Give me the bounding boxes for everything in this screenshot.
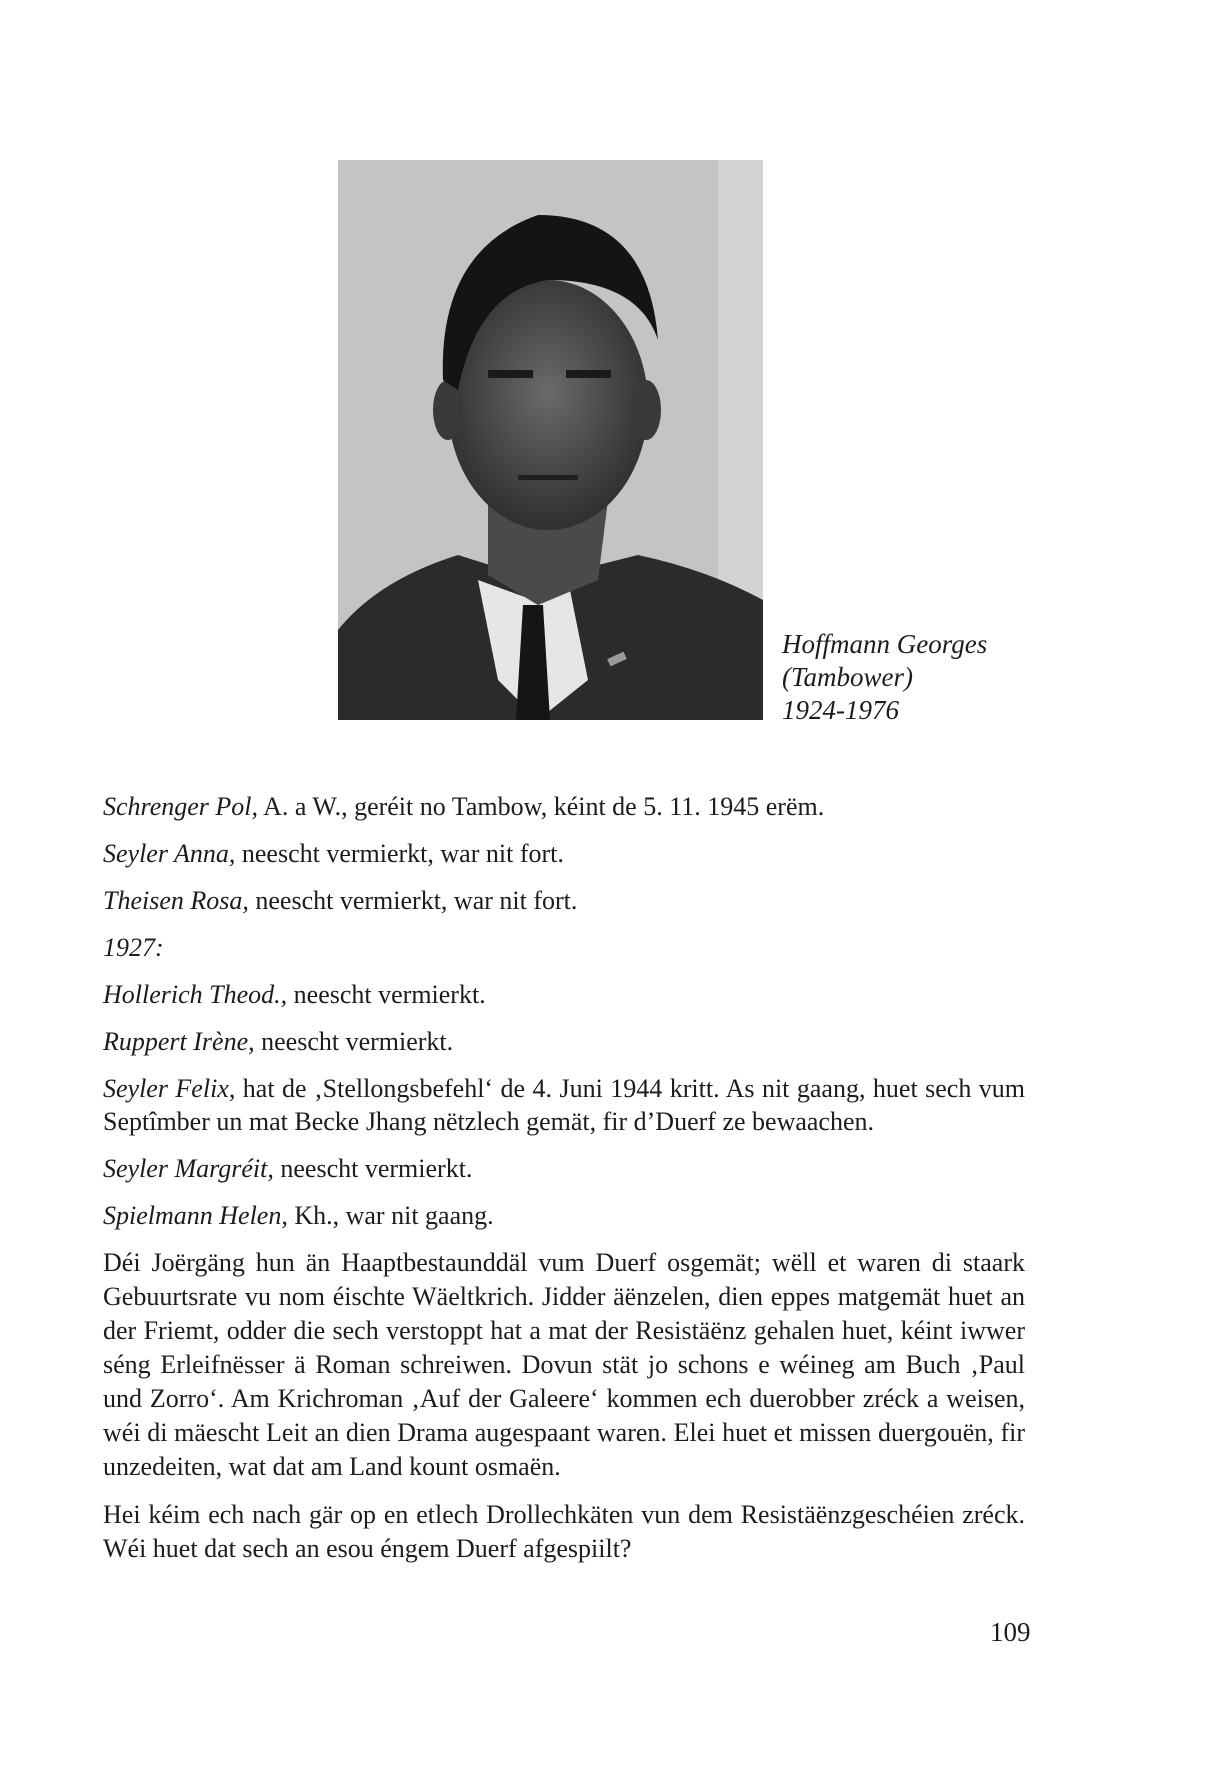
body-paragraph: Déi Joërgäng hun än Haaptbestaunddäl vum Duerf osgemät; wëll et waren di staark Gebuurtsrate vu nom éischte Wäeltkrich. Jidder äënzelen, dien eppes matgemät huet an der Friemt, odder die sech verstoppt hat a mat der Resistäënz gehalen huet, kéint iwwer séng Erleifnësser ä Roman schreiwen. Dovun stät jo schons e wéineg am Buch ‚Paul und Zorro‘. Am Krichroman ‚Auf der Galeere‘ kommen ech duerobber zréck a weisen, wéi di mäescht Leit an dien Drama augespaant waren. Elei huet et missen duergouën, fir unzedeiten, wat dat am Land kount osmaën.: [103, 1248, 1025, 1481]
entry-name: Spielmann Helen,: [103, 1201, 288, 1230]
caption-nickname: (Tambower): [782, 662, 914, 692]
entry: [103, 837, 1025, 870]
body-paragraph: Hei kéim ech nach gär op en etlech Drollechkäten vun dem Resistäënzgeschéien zréck. Wéi huet dat sech an esou éngem Duerf afgespiilt?: [103, 1500, 1025, 1563]
portrait-photo: [338, 160, 763, 720]
year-heading: 1927:: [103, 933, 164, 962]
entry: [103, 790, 1025, 823]
entry: [103, 1025, 1025, 1058]
portrait-illustration: [338, 160, 763, 720]
entry: [103, 884, 1025, 917]
entry: [103, 978, 1025, 1011]
entry: [103, 1072, 1025, 1138]
page-number: 109: [990, 1617, 1031, 1647]
entry-text: neescht vermierkt.: [254, 1027, 454, 1056]
entry-text: A. a W., geréit no Tambow, kéint de 5. 11. 1945 erëm.: [258, 792, 825, 821]
entry-name: Seyler Margréit,: [103, 1154, 274, 1183]
photo-caption: [782, 628, 987, 727]
entry-name: Seyler Anna,: [103, 839, 236, 868]
entry-name: Ruppert Irène,: [103, 1027, 255, 1056]
entry-text: neescht vermierkt, war nit fort.: [248, 886, 578, 915]
entry-text: neescht vermierkt.: [287, 980, 486, 1009]
entry-name: Seyler Felix,: [103, 1074, 236, 1103]
entry-text: neescht vermierkt, war nit fort.: [235, 839, 564, 868]
text-body: [103, 790, 1025, 1580]
caption-name: Hoffmann Georges: [782, 629, 988, 659]
entry-text: hat de ‚Stellongsbefehl‘ de 4. Juni 1944 kritt. As nit gaang, huet sech vum Septîmber un mat Becke Jhang nëtzlech gemät, fir d’Duerf ze bewaachen.: [103, 1074, 1026, 1136]
entry-name: Schrenger Pol,: [103, 792, 258, 821]
entry-name: Theisen Rosa,: [103, 886, 249, 915]
entry-text: Kh., war nit gaang.: [287, 1201, 494, 1230]
entry: [103, 1199, 1025, 1232]
entry-text: neescht vermierkt.: [273, 1154, 473, 1183]
entry: [103, 1152, 1025, 1185]
entry-name: Hollerich Theod.,: [103, 980, 288, 1009]
caption-years: 1924-1976: [782, 695, 899, 725]
